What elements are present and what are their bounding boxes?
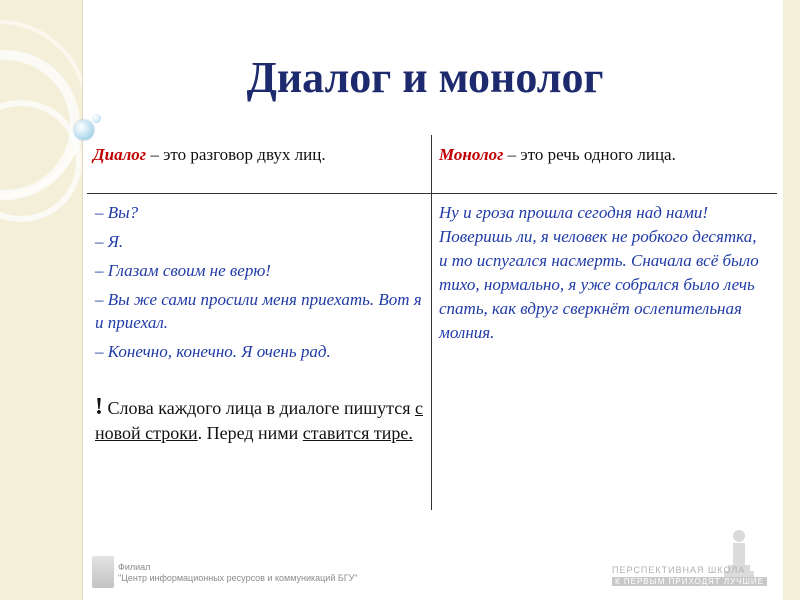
dialog-example — [95, 201, 425, 369]
table-divider-horizontal — [87, 193, 777, 194]
slide-title: Диалог и монолог — [246, 53, 604, 102]
footer-branch-name: "Центр информационных ресурсов и коммуникаций БГУ" — [118, 573, 358, 583]
monolog-example: Ну и гроза прошла сегодня над нами! Поверишь ли, я человек не робкого десятка, и то испугался насмерть. Сначала всё было тихо, нормально, я уже собрался было лечь спать, как вдруг сверкнёт ослепительная молния. — [439, 203, 759, 342]
note-text: Слова каждого лица в диалоге пишутся — [103, 398, 416, 418]
dialog-line: – Вы? — [95, 203, 139, 222]
comparison-table — [87, 135, 777, 510]
dialog-definition — [93, 145, 326, 165]
decorative-side-band — [0, 0, 83, 600]
monolog-definition-text: – это речь одного лица. — [503, 145, 676, 164]
branch-logo-icon — [92, 556, 114, 588]
exclamation-icon: ! — [95, 394, 103, 420]
school-brand-name: ПЕРСПЕКТИВНАЯ ШКОЛА — [612, 565, 746, 575]
dialog-line: – Вы же сами просили меня приехать. Вот я и приехал. — [95, 290, 422, 332]
note-underlined-text: ставится тире. — [302, 423, 413, 443]
dialog-line: – Глазам своим не верю! — [95, 261, 271, 280]
dialog-line: – Конечно, конечно. Я очень рад. — [95, 342, 331, 361]
table-divider-vertical — [431, 135, 432, 510]
footer-branch-label: Филиал — [118, 562, 151, 572]
bubble-icon — [92, 114, 101, 123]
footer-branch — [118, 562, 358, 584]
note-text: . Перед ними — [197, 423, 303, 443]
note-underlined-text: с новой строки — [95, 398, 424, 443]
monolog-definition — [439, 145, 676, 165]
dialog-rule-note — [95, 395, 425, 446]
school-brand-slogan: К ПЕРВЫМ ПРИХОДЯТ ЛУЧШИЕ — [612, 577, 767, 586]
dialog-definition-text: – это разговор двух лиц. — [146, 145, 326, 164]
dialog-term: Диалог — [93, 145, 147, 164]
decorative-right-band — [783, 0, 800, 600]
monolog-term: Монолог — [439, 145, 504, 164]
dialog-line: – Я. — [95, 232, 124, 251]
school-brand — [612, 565, 767, 586]
